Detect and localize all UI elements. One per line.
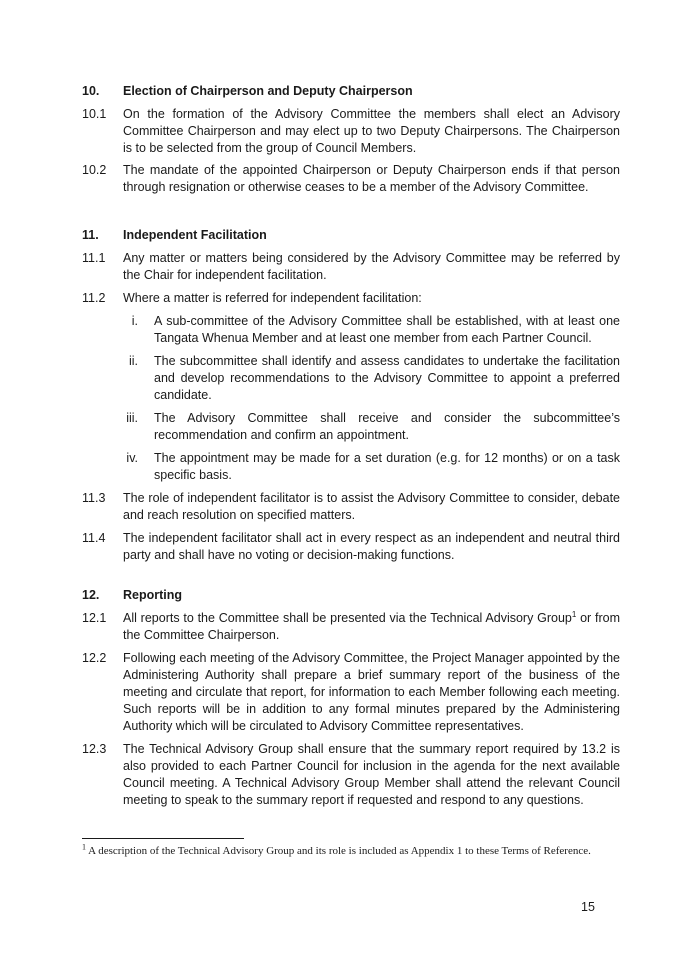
- list-numeral: iii.: [126, 411, 138, 425]
- clause-text: Where a matter is referred for independent facilitation:: [123, 291, 422, 305]
- list-text: The subcommittee shall identify and assess candidates to undertake the facilitation and develop recommendations to the Advisory Committee to appoint a preferred candidate.: [154, 354, 620, 402]
- clause-text-part: or from the Committee Chairperson.: [123, 611, 620, 642]
- list-text: A sub-committee of the Advisory Committee shall be established, with at least one Tangata Whenua Member and at least one member from each Partner Council.: [154, 314, 620, 345]
- clause-number: 11.1: [82, 251, 106, 265]
- list-numeral: i.: [131, 314, 138, 328]
- clause-number: 12.3: [82, 742, 107, 756]
- clause-text-part: All reports to the Committee shall be presented via the Technical Advisory Group: [123, 611, 572, 625]
- list-text: The appointment may be made for a set duration (e.g. for 12 months) or on a task specific basis.: [154, 451, 620, 482]
- clause-number: 12.1: [82, 611, 107, 625]
- clause-number: 12.2: [82, 651, 107, 665]
- clause-text: [123, 610, 620, 644]
- footnote-text: A description of the Technical Advisory Group and its role is included as Appendix 1 to these Terms of Reference.: [86, 845, 591, 857]
- footnote-separator: [82, 838, 244, 839]
- clause-text: Any matter or matters being considered by the Advisory Committee may be referred by the Chair for independent facilitation.: [123, 251, 620, 282]
- section-number: 12.: [82, 588, 100, 602]
- footnote-marker: 1: [82, 842, 86, 852]
- section-title: Independent Facilitation: [123, 228, 267, 242]
- clause-text: On the formation of the Advisory Committee the members shall elect an Advisory Committee Chairperson and may elect up to two Deputy Chairpersons. The Chairperson is to be selected from the group of Council Members.: [123, 107, 620, 155]
- clause-number: 11.2: [82, 291, 106, 305]
- clause-number: 10.1: [82, 107, 107, 121]
- clause-number: 11.3: [82, 491, 106, 505]
- footnote: [82, 844, 602, 859]
- section-number: 11.: [82, 228, 99, 242]
- clause-text: The mandate of the appointed Chairperson or Deputy Chairperson ends if that person through resignation or otherwise ceases to be a member of the Advisory Committee.: [123, 163, 620, 194]
- list-text: The Advisory Committee shall receive and consider the subcommittee’s recommendation and confirm an appointment.: [154, 411, 620, 442]
- page-number: 15: [581, 900, 595, 914]
- section-number: 10.: [82, 84, 100, 98]
- clause-text: Following each meeting of the Advisory Committee, the Project Manager appointed by the Administering Authority shall prepare a brief summary report of the business of the meeting and circulate that report, for information to each Member following each meeting. Such reports will be in addition to any formal minutes prepared by the Administering Authority which will be circulated to Advisory Committee representatives.: [123, 651, 620, 733]
- section-title: Reporting: [123, 588, 183, 602]
- list-numeral: iv.: [126, 451, 138, 465]
- section-title: Election of Chairperson and Deputy Chairperson: [123, 84, 413, 98]
- clause-number: 10.2: [82, 163, 107, 177]
- clause-text: The role of independent facilitator is to assist the Advisory Committee to consider, debate and reach resolution on specified matters.: [123, 491, 620, 522]
- list-numeral: ii.: [128, 354, 138, 368]
- clause-text: The independent facilitator shall act in every respect as an independent and neutral third party and shall have no voting or decision-making functions.: [123, 531, 620, 562]
- footnote-reference: 1: [571, 609, 577, 619]
- clause-number: 11.4: [82, 531, 106, 545]
- clause-text: The Technical Advisory Group shall ensure that the summary report required by 13.2 is also provided to each Partner Council for inclusion in the agenda for the next available Council meeting. A Technical Advisory Group Member shall attend the relevant Council meeting to speak to the summary report if requested and respond to any questions.: [123, 742, 620, 807]
